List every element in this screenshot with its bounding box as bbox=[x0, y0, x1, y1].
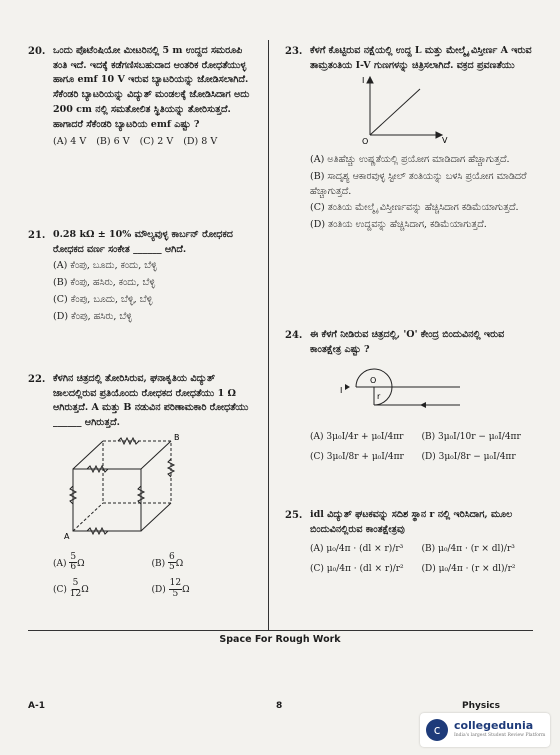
option-b[interactable]: (B) ಕೆಂಪು, ಹಸಿರು, ಕಂದು, ಬೆಳ್ಳಿ bbox=[53, 277, 156, 289]
option-d[interactable]: (D) 3μ₀I/8r − μ₀I/4πr bbox=[421, 452, 516, 463]
x-axis-label: V bbox=[442, 136, 448, 146]
options bbox=[53, 553, 250, 601]
subject-label: Physics bbox=[462, 701, 501, 711]
radius-label: r bbox=[377, 392, 381, 402]
logo-name: collegedunia bbox=[454, 719, 534, 733]
question-stem: ಈ ಕೆಳಗೆ ನೀಡಿರುವ ಚಿತ್ರದಲ್ಲಿ, 'O' ಕೇಂದ್ರ ಬಿಂದುವಿನಲ್ಲಿ ಇರುವ ಕಾಂತಕ್ಷೇತ್ರ ಎಷ್ಟು ? bbox=[310, 329, 505, 355]
option-d[interactable]: (D) $\frac{12}{5}$ Ω bbox=[151, 578, 190, 600]
question-number: 22. bbox=[28, 374, 46, 385]
option-c[interactable]: (C) $\frac{5}{12}$ Ω bbox=[53, 578, 89, 600]
option-b[interactable]: (B) 3μ₀I/10r − μ₀I/4πr bbox=[421, 432, 521, 443]
question-number: 23. bbox=[285, 46, 303, 57]
option-d[interactable]: (D) ತಂತಿಯ ಉದ್ದವನ್ನು ಹೆಚ್ಚಿಸಿದಾಗ, ಕಡಿಮೆಯಾಗುತ್ತದೆ. bbox=[310, 219, 487, 231]
option-d[interactable]: (D) ಕೆಂಪು, ಹಸಿರು, ಬೆಳ್ಳಿ bbox=[53, 310, 133, 322]
option-b[interactable]: (B) $\frac{6}{5}$ Ω bbox=[151, 551, 184, 573]
option-b[interactable]: (B) ಸಾದೃಶ್ಯ ಆಕಾರವುಳ್ಳ ಸ್ಟೀಲ್ ತಂತಿಯನ್ನು ಬಳಸಿ ಪ್ರಯೋಗ ಮಾಡಿದರೆ ಹೆಚ್ಚಾಗುತ್ತದೆ. bbox=[310, 170, 527, 197]
logo-text-block bbox=[454, 720, 545, 739]
option-c[interactable]: (C) ತಂತಿಯ ಮೇಲ್ಮೈ ವಿಸ್ತೀರ್ಣವನ್ನು ಹೆಚ್ಚಿಸಿದಾಗ ಕಡಿಮೆಯಾಗುತ್ತದೆ. bbox=[310, 202, 519, 214]
question-number: 21. bbox=[28, 230, 46, 241]
question-stem: 0.28 kΩ ± 10% ಮೌಲ್ಯವುಳ್ಳ ಕಾರ್ಬನ್ ರೋಧಕದ ರೋಧಕದ ವರ್ಣ ಸಂಕೇತ ______ ಆಗಿದೆ. bbox=[53, 229, 233, 255]
question-20 bbox=[28, 44, 250, 150]
rough-work-divider bbox=[28, 630, 533, 631]
option-a[interactable]: (A) $\frac{5}{6}$ Ω bbox=[53, 551, 85, 573]
option-c[interactable]: (C) 3μ₀I/8r + μ₀I/4πr bbox=[310, 452, 404, 463]
question-stem: ಕೆಳಗಿನ ಚಿತ್ರದಲ್ಲಿ ತೋರಿಸಿರುವ, ಘನಾಕೃತಿಯ ವಿದ್ಯುತ್ ಜಾಲದಲ್ಲಿರುವ ಪ್ರತಿಯೊಂದು ರೋಧಕದ ರೋಧತೆಯು 1 Ω ಆಗಿರುತ್ತದೆ. A ಮತ್ತು B ನಡುವಿನ ಪರಿಣಾಮಕಾರಿ ರೋಧತೆಯು ______ ಆಗಿರುತ್ತದೆ. bbox=[53, 373, 249, 429]
question-stem: ಒಂದು ಪೊಟೆಂಷಿಯೋ ಮೀಟರಿನಲ್ಲಿ 5 m ಉದ್ದದ ಸಮರೂಪಿ ತಂತಿ ಇದೆ. ಇದಕ್ಕೆ ಕಡೆಗಣಿಸಬಹುದಾದ ಆಂತರಿಕ ರೋಧತೆಯುಳ್ಳ ಹಾಗೂ emf 10 V ಇರುವ ಬ್ಯಾಟರಿಯನ್ನು ಜೋಡಿಸಲಾಗಿದೆ. ಸೆಕೆಂಡರಿ ಬ್ಯಾಟರಿಯನ್ನು ವಿದ್ಯುತ್ ಮಂಡಲಕ್ಕೆ ಜೋಡಿಸಿದಾಗ ಅದು 200 cm ನಲ್ಲಿ ಸಮತೋಲಿತ ಸ್ಥಿತಿಯನ್ನು ತೋರಿಸುತ್ತದೆ. ಹಾಗಾದರೆ ಸೆಕೆಂಡರಿ ಬ್ಯಾಟರಿಯ emf ಎಷ್ಟು ? bbox=[53, 45, 250, 130]
question-22 bbox=[28, 372, 250, 600]
option-a[interactable]: (A) ಕೆಂಪು, ಬೂದು, ಕಂದು, ಬೆಳ್ಳಿ bbox=[53, 260, 157, 272]
option-a[interactable]: (A) 3μ₀I/4r + μ₀I/4πr bbox=[310, 432, 404, 443]
options bbox=[53, 135, 250, 150]
cube-resistor-network-figure bbox=[63, 431, 193, 541]
cube-front-face bbox=[73, 469, 141, 531]
question-25 bbox=[285, 508, 533, 577]
footer-code: A-1 bbox=[28, 701, 45, 711]
option-a[interactable]: (A) μ₀/4π · (dl × r)/r³ bbox=[310, 544, 404, 555]
options bbox=[310, 543, 533, 577]
question-number: 25. bbox=[285, 510, 303, 521]
iv-graph-figure bbox=[350, 73, 450, 145]
current-label: I bbox=[340, 386, 343, 396]
option-c[interactable]: (C) ಕೆಂಪು, ಬೂದು, ಬೆಳ್ಳಿ, ಬೆಳ್ಳಿ bbox=[53, 293, 153, 305]
option-c[interactable]: (C) μ₀/4π · (dl × r)/r² bbox=[310, 564, 404, 575]
option-d[interactable]: (D) 8 V bbox=[183, 136, 218, 148]
options bbox=[310, 431, 533, 465]
node-b-label: B bbox=[174, 432, 180, 442]
question-number: 24. bbox=[285, 330, 303, 341]
question-number: 20. bbox=[28, 46, 46, 57]
option-d[interactable]: (D) μ₀/4π · (r × dl)/r² bbox=[421, 564, 516, 575]
option-b[interactable]: (B) μ₀/4π · (r × dl)/r³ bbox=[421, 544, 515, 555]
option-a[interactable]: (A) 4 V bbox=[53, 136, 87, 148]
page-number: 8 bbox=[276, 701, 283, 711]
center-label: O bbox=[370, 376, 377, 386]
logo-mark-icon: c bbox=[426, 719, 448, 741]
option-c[interactable]: (C) 2 V bbox=[139, 136, 174, 148]
node-a-label: A bbox=[64, 531, 70, 541]
semicircle-loop-figure bbox=[320, 357, 470, 419]
question-stem: idl ವಿದ್ಯುತ್ ಘಟಕವನ್ನು ಸದಿಶ ಸ್ಥಾನ r ನಲ್ಲಿ ಇರಿಸಿದಾಗ, ಮೂಲ ಬಿಂದುವಿನಲ್ಲಿರುವ ಕಾಂತಕ್ಷೇತ್ರವು bbox=[310, 509, 513, 535]
option-a[interactable]: (A) ಅತಿಹೆಚ್ಚು ಉಷ್ಣತೆಯಲ್ಲಿ ಪ್ರಯೋಗ ಮಾಡಿದಾಗ ಹೆಚ್ಚಾಗುತ್ತದೆ. bbox=[310, 154, 510, 166]
question-21 bbox=[28, 228, 250, 324]
column-divider bbox=[268, 40, 269, 630]
question-23 bbox=[285, 44, 533, 233]
collegedunia-logo[interactable] bbox=[420, 713, 550, 747]
question-24 bbox=[285, 328, 533, 465]
rough-work-label: Space For Rough Work bbox=[219, 634, 341, 645]
origin-label: O bbox=[362, 137, 369, 146]
question-stem: ಕೆಳಗೆ ಕೊಟ್ಟಿರುವ ನಕ್ಷೆಯಲ್ಲಿ ಉದ್ದ L ಮತ್ತು ಮೇಲ್ಮೈ ವಿಸ್ತೀರ್ಣ A ಇರುವ ತಾಮ್ರತಂತಿಯ I-V ಗುಣಗಳನ್ನು ಚಿತ್ರಿಸಲಾಗಿದೆ. ವಕ್ರದ ಪ್ರವಣತೆಯು bbox=[310, 45, 532, 71]
y-axis-label: I bbox=[362, 76, 365, 86]
option-b[interactable]: (B) 6 V bbox=[96, 136, 130, 148]
logo-tagline: India's largest Student Review Platform bbox=[454, 732, 546, 738]
